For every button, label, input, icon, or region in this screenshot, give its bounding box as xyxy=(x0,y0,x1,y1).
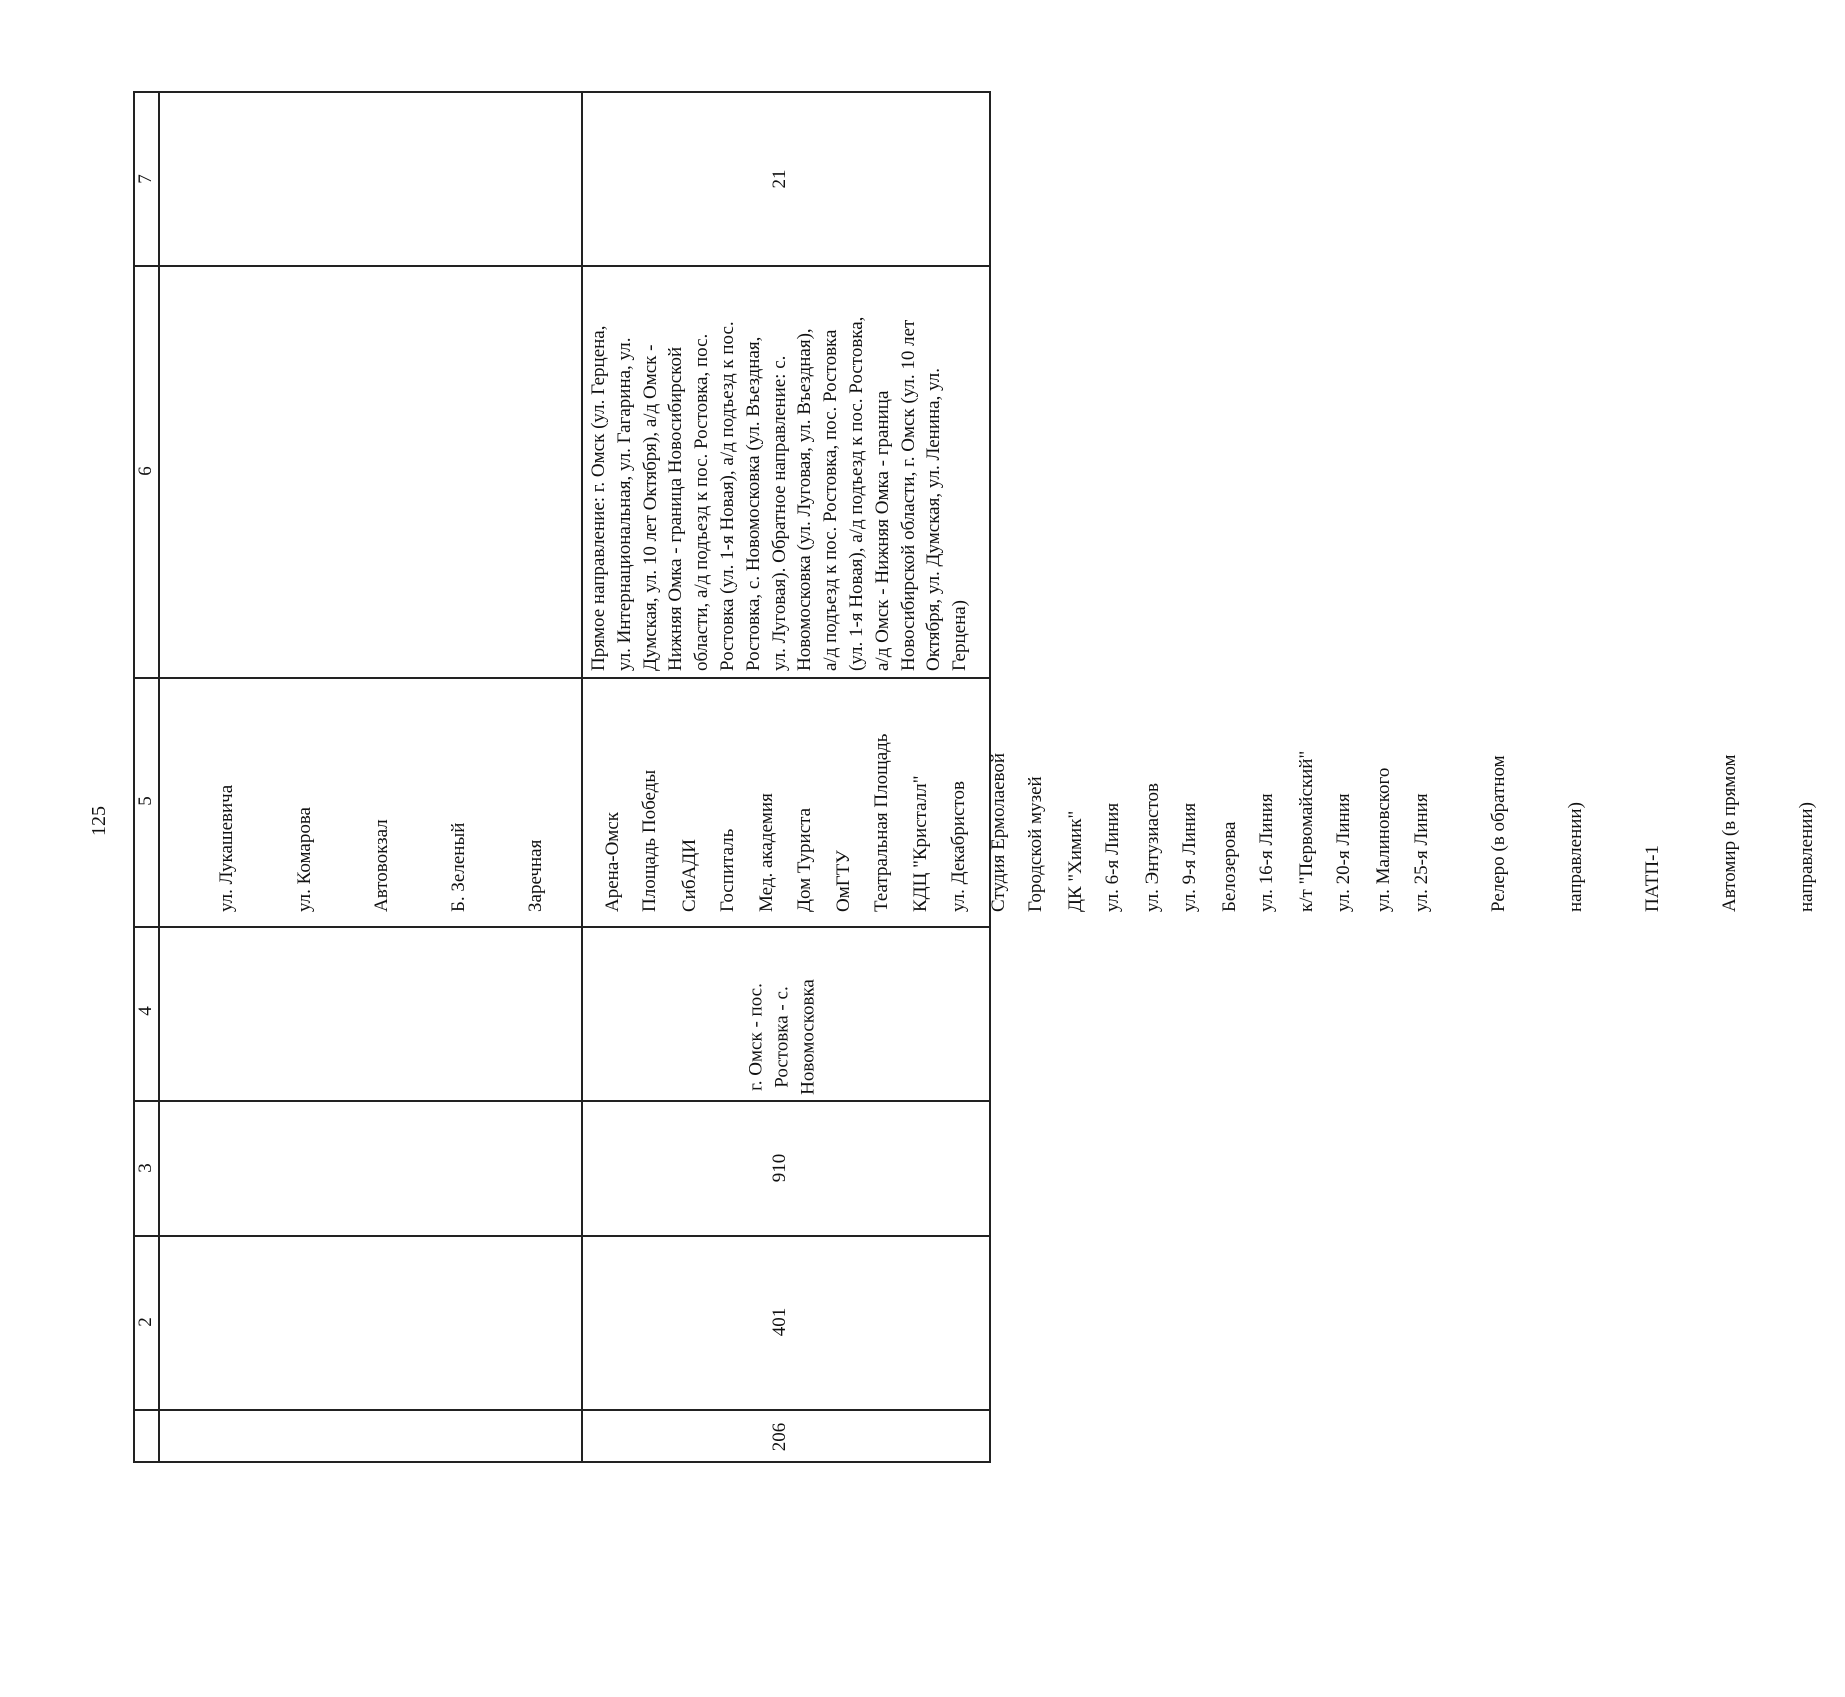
column-header-4: 4 xyxy=(135,1006,156,1016)
stop-item: Релеро (в обратном xyxy=(1487,755,1509,912)
route-name: г. Омск - пос. Ростовка - с. Новомосковка xyxy=(745,979,819,1095)
route-number: 401 xyxy=(769,1307,790,1337)
stop-item: ул. Лукашевича xyxy=(216,784,238,912)
stop-item: КДЦ "Кристалл" xyxy=(910,775,932,912)
column-header-2: 2 xyxy=(135,1317,156,1327)
table-border-left xyxy=(133,91,135,1463)
registry-number: 910 xyxy=(769,1153,790,1183)
column-header-5: 5 xyxy=(135,796,156,806)
stop-item: к/т "Первомайский" xyxy=(1295,750,1317,912)
stop-item: Театральная Площадь xyxy=(870,733,892,912)
column-separator xyxy=(133,1235,991,1237)
stop-item: ул. 9-я Линия xyxy=(1179,802,1201,912)
column-separator xyxy=(133,926,991,928)
column-separator xyxy=(133,1100,991,1102)
stop-item: Площадь Победы xyxy=(639,769,661,912)
stop-item: ДК "Химик" xyxy=(1064,810,1086,912)
stop-item: ул. Комарова xyxy=(293,807,315,912)
stop-item: Б. Зеленый xyxy=(447,822,469,912)
stop-item: ул. 20-я Линия xyxy=(1333,793,1355,912)
stop-item: Госпиталь xyxy=(716,828,738,912)
row-number: 206 xyxy=(769,1422,790,1452)
column-header-3: 3 xyxy=(135,1163,156,1173)
stop-item: направлении) xyxy=(1796,802,1818,912)
stop-item: Арена-Омск xyxy=(601,812,623,912)
stop-item: ул. Декабристов xyxy=(947,781,969,912)
stop-item: ПАТП-1 xyxy=(1641,845,1663,912)
stop-item: ул. 16-я Линия xyxy=(1256,793,1278,912)
stop-item: Заречная xyxy=(524,839,546,912)
stop-item: ул. Энтузиастов xyxy=(1141,783,1163,912)
stop-item: Дом Туриста xyxy=(793,807,815,912)
stop-item: Белозерова xyxy=(1218,821,1240,912)
header-separator xyxy=(158,91,160,1463)
column-separator xyxy=(133,265,991,267)
column-header-6: 6 xyxy=(135,466,156,476)
stop-item: Мед. академия xyxy=(756,793,778,912)
stop-item: ул. 6-я Линия xyxy=(1102,802,1124,912)
stop-item: Автовокзал xyxy=(370,819,392,912)
column-header-7: 7 xyxy=(135,174,156,184)
table-border-bottom xyxy=(133,1461,991,1463)
stop-item: Автомир (в прямом xyxy=(1718,754,1740,912)
stops-list xyxy=(586,734,1845,912)
stop-item: СибАДИ xyxy=(679,839,701,912)
stop-item: ул. 25-я Линия xyxy=(1410,793,1432,912)
stop-item: Студия Ермолаевой xyxy=(987,752,1009,912)
path-description: Прямое направление: г. Омск (ул. Герцена, ул. Интернациональная, ул. Гагарина, ул. Думская, ул. 10 лет Октября), а/д Омск - Нижняя Омка - граница Новосибирской области, а/д подъезд к пос. Ростовка, пос. Ростовка (ул. 1-я Новая), а/д подъезд к пос. Ростовка, с. Новомосковка (ул. Въездная, ул. Луговая). Обратное направление: с. Новомосковка (ул. Луговая, ул. Въездная), а/д подъезд к пос. Ростовка, пос. Ростовка (ул. 1-я Новая), а/д подъезд к пос. Ростовка, а/д Омск - Нижняя Омка - граница Новосибирской области, г. Омск (ул. 10 лет Октября, ул. Думская, ул. Ленина, ул. Герцена) xyxy=(588,316,971,671)
stop-item: ул. Малиновского xyxy=(1373,767,1395,912)
stop-item: Городской музей xyxy=(1024,776,1046,912)
column-separator xyxy=(133,677,991,679)
table-border-top xyxy=(133,91,991,93)
route-length: 21 xyxy=(769,169,790,189)
page-number: 125 xyxy=(88,806,110,836)
column-separator xyxy=(133,1409,991,1411)
stop-item: направлении) xyxy=(1564,802,1586,912)
stop-item: ОмГТУ xyxy=(833,850,855,912)
